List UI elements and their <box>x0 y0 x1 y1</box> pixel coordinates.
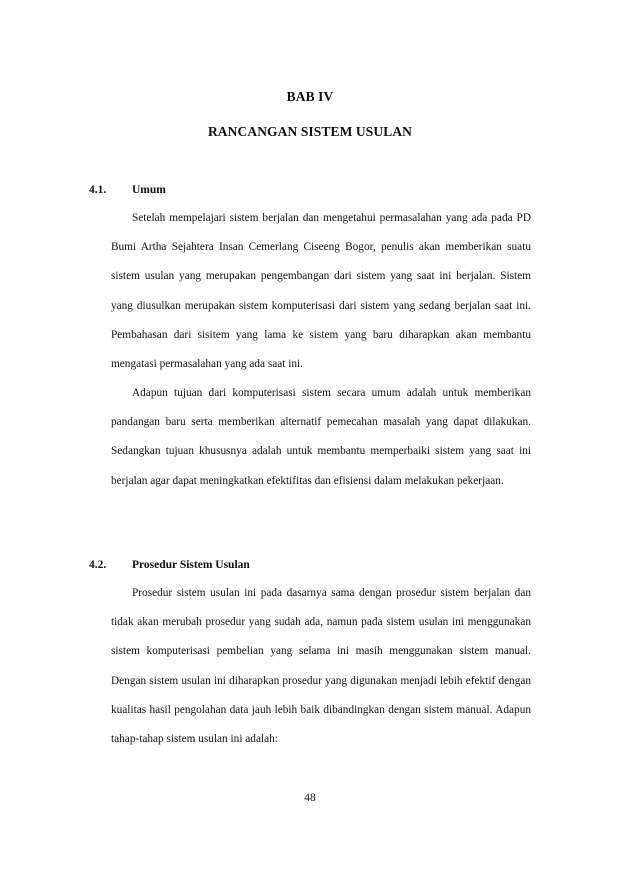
chapter-title: RANCANGAN SISTEM USULAN <box>207 124 413 139</box>
section-title-umum: Umum <box>132 184 166 196</box>
paragraph-umum-1: Setelah mempelajari sistem berjalan dan mengetahui permasalahan yang ada pada PD Bumi Artha Sejahtera Insan Cemerlang Ciseeng Bogor, penulis akan memberikan suatu sistem usulan yang merupakan pengembangan dari sistem yang saat ini berjalan. Sistem yang diusulkan merupakan sistem komputerisasi dari sistem yang sedang berjalan saat ini. Pembahasan dari sisitem yang lama ke sistem yang baru diharapkan akan membantu mengatasi permasalahan yang ada saat ini. <box>111 212 531 371</box>
chapter-heading: BAB IV <box>286 89 334 104</box>
paragraph-prosedur-1: Prosedur sistem usulan ini pada dasarnya sama dengan prosedur sistem berjalan dan tidak akan merubah prosedur yang sudah ada, namun pada sistem usulan ini menggunakan sistem komputerisasi pembelian yang selama ini masih menggunakan sistem manual. Dengan sistem usulan ini diharapkan prosedur yang digunakan menjadi lebih efektif dengan kualitas hasil pengolahan data jauh lebih baik dibandingkan dengan sistem manual. Adapun tahap-tahap sistem usulan ini adalah: <box>111 587 531 746</box>
section-number-4-2: 4.2. <box>89 559 107 571</box>
section-title-prosedur: Prosedur Sistem Usulan <box>132 559 250 571</box>
paragraph-umum-2: Adapun tujuan dari komputerisasi sistem secara umum adalah untuk memberikan pandangan baru serta memberikan alternatif pemecahan masalah yang dapat dilakukan. Sedangkan tujuan khususnya adalah untuk membantu memperbaiki sistem yang saat ini berjalan agar dapat meningkatkan efektifitas dan efisiensi dalam melakukan pekerjaan. <box>111 387 531 487</box>
section-number-4-1: 4.1. <box>89 184 107 196</box>
page-number: 48 <box>304 792 316 804</box>
